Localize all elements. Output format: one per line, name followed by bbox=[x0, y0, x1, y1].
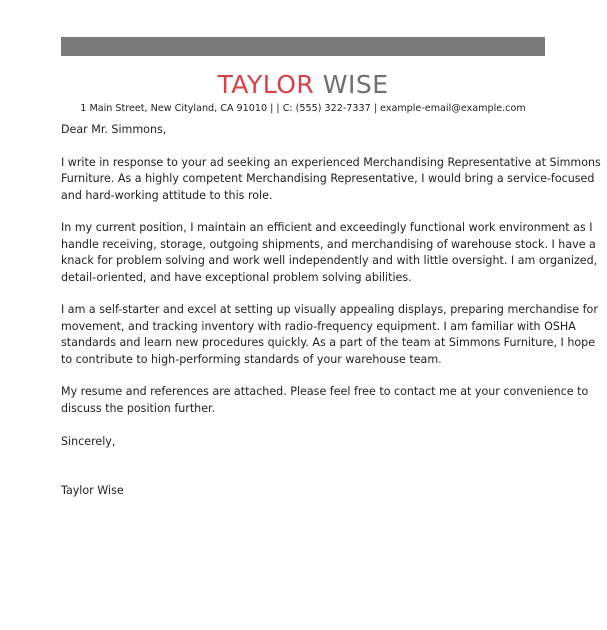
paragraph-line: detail-oriented, and have exceptional problem solving abilities. bbox=[61, 270, 412, 284]
paragraph bbox=[61, 220, 598, 286]
letter-body bbox=[61, 122, 601, 499]
paragraph-line: standards and learn new procedures quickly. As a part of the team at Simmons Furniture, I hope bbox=[61, 336, 596, 350]
first-name: TAYLOR bbox=[217, 70, 315, 99]
paragraph-line: movement, and tracking inventory with radio-frequency equipment. I am familiar with OSHA bbox=[61, 319, 576, 333]
paragraph-line: I am a self-starter and excel at setting up visually appealing displays, preparing merchandise for bbox=[61, 303, 598, 317]
paragraph-line: handle receiving, storage, outgoing shipments, and merchandising of warehouse stock. I have a bbox=[61, 237, 596, 251]
paragraph bbox=[61, 384, 589, 417]
closing: Sincerely, bbox=[61, 434, 116, 448]
salutation: Dear Mr. Simmons, bbox=[61, 123, 167, 136]
paragraph-line: In my current position, I maintain an efficient and exceedingly functional work environment as I bbox=[61, 221, 593, 235]
paragraph-line: discuss the position further. bbox=[61, 401, 216, 415]
paragraph-line: Furniture. As a highly competent Merchandising Representative, I would bring a service-focused bbox=[61, 172, 595, 186]
paragraph bbox=[61, 155, 601, 204]
paragraph-line: My resume and references are attached. Please feel free to contact me at your convenience to bbox=[61, 385, 589, 399]
last-name: WISE bbox=[322, 70, 389, 99]
signature: Taylor Wise bbox=[61, 484, 124, 498]
contact-line: 1 Main Street, New Cityland, CA 91010 | | C: (555) 322-7337 | example-email@example.com bbox=[80, 103, 526, 114]
paragraph-line: and hard-working attitude to this role. bbox=[61, 188, 273, 202]
paragraph-line: I write in response to your ad seeking an experienced Merchandising Representative at Simmons bbox=[61, 155, 601, 169]
paragraph bbox=[61, 302, 598, 368]
applicant-name bbox=[61, 70, 545, 100]
paragraph-line: to contribute to high-performing standards of your warehouse team. bbox=[61, 352, 442, 366]
header-bar bbox=[61, 37, 545, 56]
paragraph-line: knack for problem solving and work well independently and with little oversight. I am organized, bbox=[61, 254, 598, 268]
